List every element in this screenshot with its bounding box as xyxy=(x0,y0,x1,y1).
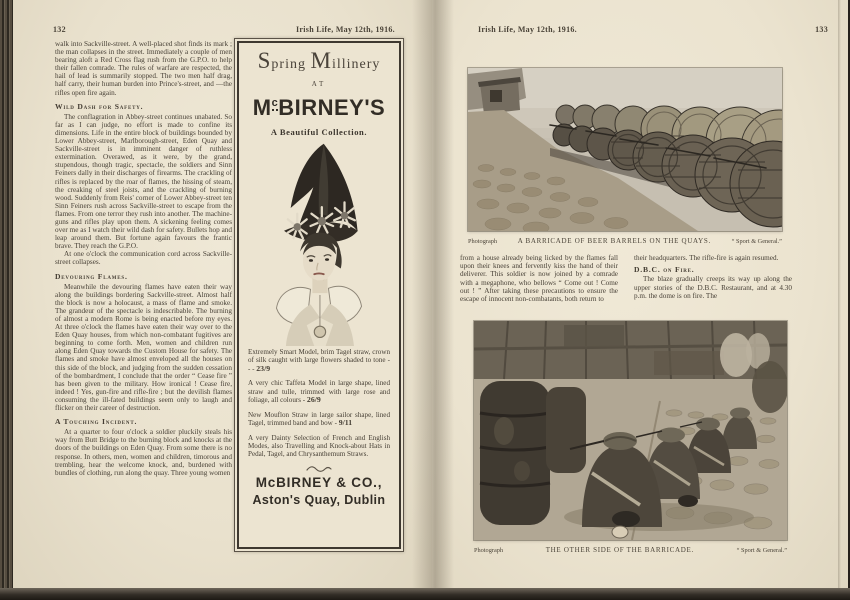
ad-tagline: A Beautiful Collection. xyxy=(270,127,368,137)
ad-item-separator: - xyxy=(301,395,307,404)
page-right xyxy=(432,0,848,588)
ad-title-initial: M xyxy=(310,48,332,73)
ad-item xyxy=(248,379,390,404)
left-running-head-row xyxy=(53,25,395,34)
photo2-credit: “ Sport & General.” xyxy=(736,547,787,554)
page-gutter-shadow xyxy=(412,0,454,588)
ad-item-price: 9/11 xyxy=(338,418,353,428)
wordmark-m: M xyxy=(252,95,272,120)
photo-other-side-of-barricade xyxy=(474,321,787,540)
running-head-right: Irish Life, May 12th, 1916. xyxy=(478,25,577,34)
ad-title-initial: S xyxy=(257,48,272,73)
page-left xyxy=(13,0,432,588)
article-paragraph: from a house already being licked by the flames fall upon their knees and fervently kiss the hand of their deliverer. This soldier is now joined by a comrade with a megaphone, who bellows “ Come out ! Come out ! ” After taking these precautions to ensure the escape of innocent non-combatants, both return to xyxy=(460,254,618,304)
page-number-right: 133 xyxy=(815,25,828,34)
ad-item-price: 23/9 xyxy=(256,363,271,373)
photo2-caption-row xyxy=(474,546,787,554)
article-paragraph: The conflagration in Abbey-street continues unabated. So far as I can judge, no effort is made to confine its dimensions. Life in the entire block of buildings bounded by Lower Abbey-street, Marlborough-street, Eden Quay and Sackville-street is in imminent danger of ruthless extermination. Overawed, as it were, by the grand, stupendous, though tragic, spectacle, the soldiers and Sinn Feiners dally in their discharges of firearms. The crackling of rifles is replaced by the roar of flames, the hissing of steam, the creaking of steel joists, and the crackling of burning wood. Suddenly from Reis' corner of Lower Abbey-street ten Sinn Feiners rush across Sackville-street to escape from the flames. From one terror they rush into another. The machine-guns and rifles play upon them. A sickening feeling comes over me as I watch their wild dash for safety. Bullets hop and leap around them. But fortune again favours the frantic brave. They reach the G.P.O. xyxy=(55,112,232,251)
ad-item-price: 26/9 xyxy=(306,394,321,404)
ad-item xyxy=(248,434,390,459)
photo1-caption-row xyxy=(468,237,782,245)
section-heading-devouring-flames: Devouring Flames. xyxy=(55,271,128,281)
ad-firm-address: Aston's Quay, Dublin xyxy=(252,493,386,508)
article-paragraph: walk into Sackville-street. A well-placed shot finds its mark ; the man collapses in the street. Immediately a couple of men bearing aloft a Red Cross flag rush from the G.P.O. to help their fallen comrade. The rules of warfare are respected, the hail of lead is summarily stopped. The two men half drag, half carry, their human burden into Prince's-street, and —the rifles open fire again. xyxy=(55,40,232,97)
article-paragraph: The blaze gradually creeps its way up along the upper stories of the D.B.C. Restaurant, and at 4.30 p.m. the dome is on fire. The xyxy=(634,275,792,300)
article-paragraph: At one o'clock the communication cord across Sackville-street collapses. xyxy=(55,250,232,267)
right-running-head-row xyxy=(478,25,828,34)
millinery-illustration xyxy=(248,140,390,346)
photo1-caption-photograph: Photograph xyxy=(468,238,498,245)
ad-item-text: A very Dainty Selection of French and English Modes, also Travelling and Knock-about Hats in Pedal, Tagel, and Chrysanthemum Straws. xyxy=(248,433,390,459)
right-text-columns xyxy=(460,254,792,303)
page-number-left: 132 xyxy=(53,25,66,34)
photo2-caption: THE OTHER SIDE OF THE BARRICADE. xyxy=(545,546,694,554)
wordmark-c: c xyxy=(271,97,279,109)
photo2-caption-photograph: Photograph xyxy=(474,547,504,554)
ad-item xyxy=(248,411,390,428)
ad-item xyxy=(248,348,390,373)
running-head-left: Irish Life, May 12th, 1916. xyxy=(296,25,395,34)
ad-item-separator: - xyxy=(332,419,339,428)
ad-item-text: Extremely Smart Model, brim Tagel straw, crown of silk caught with large flowers shaded to tone xyxy=(248,348,390,365)
article-paragraph: At a quarter to four o'clock a soldier pluckily steals his way from Butt Bridge to the burning block and knocks at the doors of the buildings on Eden Quay. From some there is no response. In others, men, women and children, timorous and trembling, hear the welcome knock, and, burdened with bundles of clothing, run along the quay. Three young women xyxy=(55,428,232,477)
article-paragraph: Meanwhile the devouring flames have eaten their way along the buildings bordering Sackville-street. Almost half the block is now a holocaust, a mass of flame and smoke. The grandeur of the spectacle is indescribable. The burning of almost a modern Rome is being enacted before my eyes. At three o'clock the flames have eaten their way over to the Eden Quay houses, from which non-combatant fugitives are beginning to come forth. Men, women and children run along Eden Quay towards the Custom House for safety. The flames and smoke have almost enveloped all the houses on this side of the block, and judging from the sudden cessation of the bombardment, I conclude that the order “ Cease fire ” has been given to the military. How ironical ! Cease fire, indeed ! Yes, gun-fire and rifle-fire ; but the devilish flames consuming the ill-fated buildings seem only to laugh and flicker on their career of destruction. xyxy=(55,282,232,413)
ad-item-separator: - - - xyxy=(248,356,390,373)
ad-title-text: pring xyxy=(271,57,311,72)
photo-barricade-of-beer-barrels xyxy=(468,68,782,231)
ad-title xyxy=(248,50,390,76)
page-crease xyxy=(838,0,841,588)
flourish-ornament-icon xyxy=(306,465,332,473)
section-heading-dbc-on-fire: D.B.C. on Fire. xyxy=(634,265,695,275)
section-heading-touching-incident: A Touching Incident. xyxy=(55,417,138,427)
article-column xyxy=(55,40,232,554)
ad-at-label: AT xyxy=(311,80,327,88)
book-edge-left xyxy=(0,0,13,600)
ad-item-text: New Mouflon Straw in large sailor shape, lined Tagel, trimmed band and bow xyxy=(248,410,390,428)
wordmark-rest: BIRNEY'S xyxy=(278,95,386,120)
mcbirney-advertisement xyxy=(234,38,404,552)
photo1-credit: “ Sport & General.” xyxy=(731,238,782,245)
article-paragraph: their headquarters. The rifle-fire is again resumed. xyxy=(634,254,779,262)
ad-title-text: illinery xyxy=(331,57,381,72)
photo1-caption: A BARRICADE OF BEER BARRELS ON THE QUAYS. xyxy=(517,237,711,245)
right-column-2 xyxy=(634,254,792,303)
book-edge-bottom xyxy=(0,588,850,600)
right-column-1 xyxy=(460,254,618,303)
mcbirney-wordmark xyxy=(248,91,390,123)
ad-item-text: A very chic Taffeta Model in large shape, lined straw and tulle, trimmed with large rose and foliage, all colours xyxy=(248,379,390,404)
ad-firm-name: McBIRNEY & CO., xyxy=(255,475,383,491)
section-heading-wild-dash: Wild Dash for Safety. xyxy=(55,101,144,111)
